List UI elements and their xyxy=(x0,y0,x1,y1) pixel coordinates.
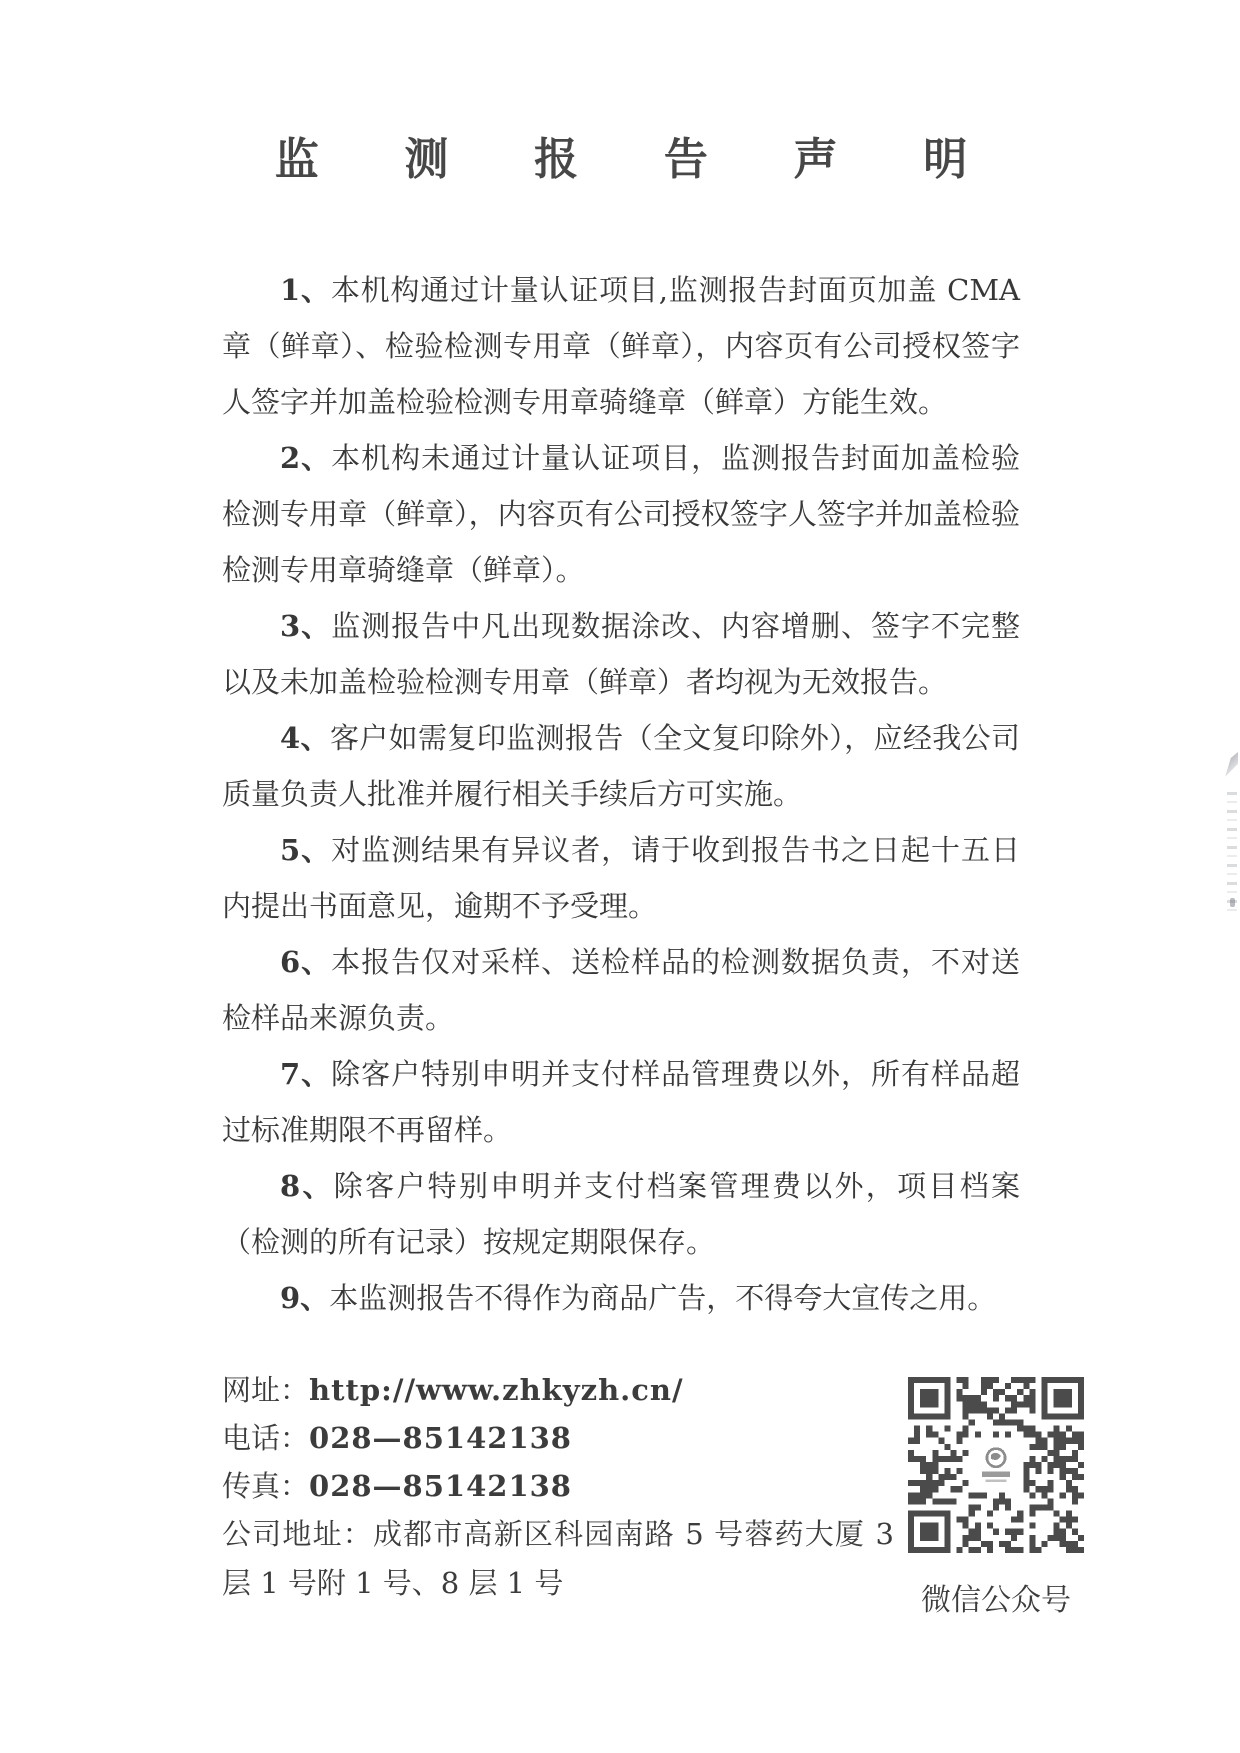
statement-paragraph xyxy=(222,1158,1020,1270)
paragraph-text: 客户如需复印监测报告（全文复印除外），应经我公司质量负责人批准并履行相关手续后方可实施。 xyxy=(222,721,1020,811)
scan-fold-artifact xyxy=(1222,752,1238,782)
paragraph-number: 7、 xyxy=(280,1057,332,1091)
phone-value: 028—85142138 xyxy=(309,1421,572,1455)
paragraph-number: 8、 xyxy=(280,1169,334,1203)
paragraph-text: 除客户特别申明并支付样品管理费以外，所有样品超过标准期限不再留样。 xyxy=(222,1057,1020,1147)
scan-dot-artifact xyxy=(1230,898,1235,907)
address-line xyxy=(222,1510,894,1608)
phone-line xyxy=(222,1414,894,1462)
paragraph-number: 2、 xyxy=(280,441,332,475)
paragraph-number: 6、 xyxy=(280,945,332,979)
page-title: 监 测 报 告 声 明 xyxy=(274,134,1003,185)
fax-label: 传真： xyxy=(222,1469,310,1503)
qr-code xyxy=(908,1377,1084,1553)
statement-paragraph xyxy=(222,1270,1020,1326)
address-label: 公司地址： xyxy=(222,1517,373,1551)
statement-paragraph xyxy=(222,1046,1020,1158)
paragraph-number: 1、 xyxy=(280,273,331,307)
wechat-qr-block xyxy=(908,1377,1084,1619)
statement-paragraph xyxy=(222,710,1020,822)
paragraph-text: 本报告仅对采样、送检样品的检测数据负责，不对送检样品来源负责。 xyxy=(222,945,1020,1035)
paragraph-text: 除客户特别申明并支付档案管理费以外，项目档案（检测的所有记录）按规定期限保存。 xyxy=(222,1169,1020,1259)
paragraph-number: 3、 xyxy=(280,609,332,643)
paragraph-text: 本监测报告不得作为商品广告，不得夸大宣传之用。 xyxy=(329,1281,997,1315)
website-line xyxy=(222,1366,894,1414)
website-value: http://www.zhkyzh.cn/ xyxy=(309,1373,684,1407)
paragraph-text: 本机构通过计量认证项目,监测报告封面页加盖 CMA 章（鲜章）、检验检测专用章（鲜章），内容页有公司授权签字人签字并加盖检验检测专用章骑缝章（鲜章）方能生效。 xyxy=(222,273,1020,419)
fax-value: 028—85142138 xyxy=(309,1469,572,1503)
paragraph-number: 5、 xyxy=(280,833,332,867)
paragraph-text: 对监测结果有异议者，请于收到报告书之日起十五日内提出书面意见，逾期不予受理。 xyxy=(222,833,1020,923)
statement-content xyxy=(222,130,1020,1326)
statement-paragraph xyxy=(222,430,1020,598)
address-value: 成都市高新区科园南路 5 号蓉药大厦 3 层 1 号附 1 号、8 层 1 号 xyxy=(222,1517,894,1600)
statement-paragraph xyxy=(222,262,1020,430)
paragraph-number: 9、 xyxy=(280,1281,330,1315)
contact-info xyxy=(222,1366,894,1608)
paragraph-text: 监测报告中凡出现数据涂改、内容增删、签字不完整以及未加盖检验检测专用章（鲜章）者均视为无效报告。 xyxy=(222,609,1020,699)
fax-line xyxy=(222,1462,894,1510)
paragraph-number: 4、 xyxy=(280,721,330,755)
phone-label: 电话： xyxy=(222,1421,310,1455)
qr-caption: 微信公众号 xyxy=(921,1583,1071,1618)
statement-paragraph xyxy=(222,934,1020,1046)
statement-paragraph xyxy=(222,822,1020,934)
statement-body xyxy=(222,262,1020,1326)
scan-edge-artifact xyxy=(1227,792,1237,912)
statement-paragraph xyxy=(222,598,1020,710)
website-label: 网址： xyxy=(222,1373,310,1407)
paragraph-text: 本机构未通过计量认证项目，监测报告封面加盖检验检测专用章（鲜章），内容页有公司授权签字人签字并加盖检验检测专用章骑缝章（鲜章）。 xyxy=(222,441,1020,587)
